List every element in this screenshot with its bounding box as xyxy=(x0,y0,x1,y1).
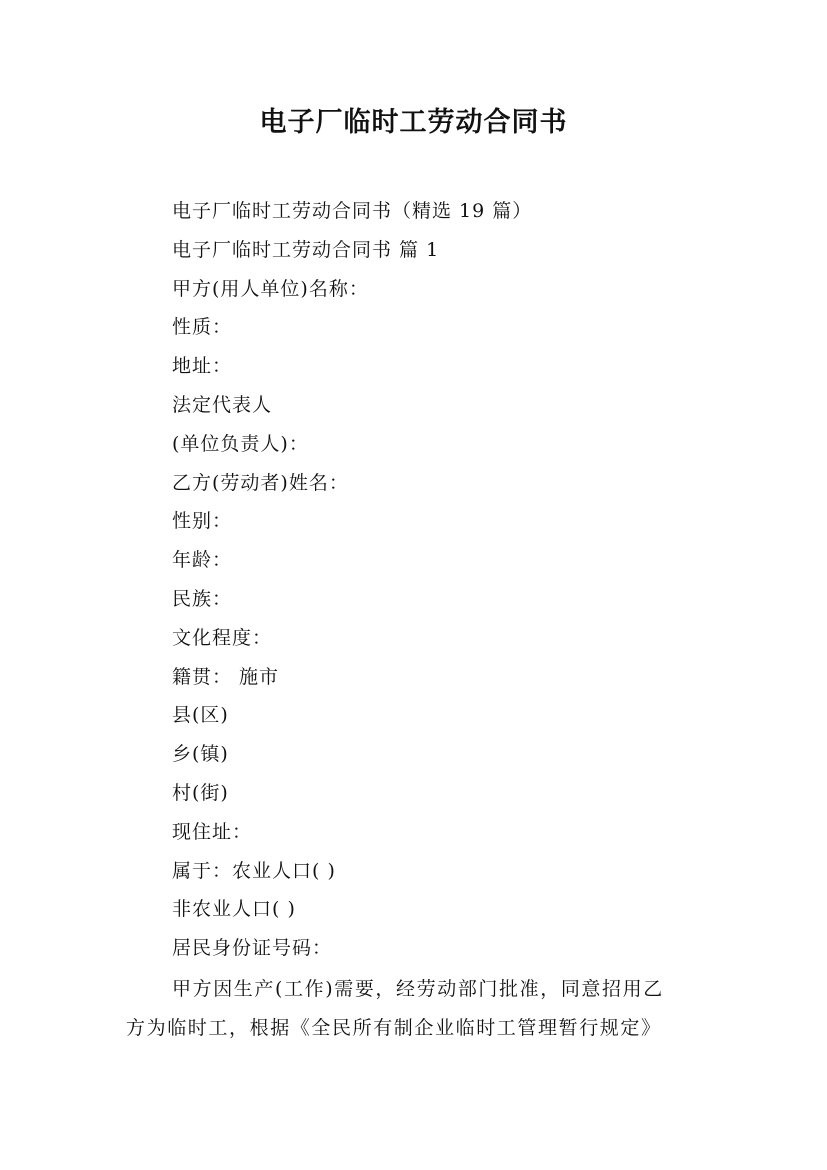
field-id-number: 居民身份证号码： xyxy=(172,937,333,960)
paragraph-line: 甲方因生产(工作)需要，经劳动部门批准，同意招用乙 xyxy=(172,978,664,1000)
field-current-address: 现住址： xyxy=(172,820,253,843)
paragraph-line: 方为临时工，根据《全民所有制企业临时工管理暂行规定》 xyxy=(126,1016,662,1039)
field-address: 地址： xyxy=(172,355,233,378)
field-age: 年龄： xyxy=(172,549,233,572)
field-party-b-name: 乙方(劳动者)姓名： xyxy=(172,471,349,494)
field-education: 文化程度： xyxy=(172,626,273,649)
body-paragraph xyxy=(126,970,726,1048)
field-legal-representative: 法定代表人 xyxy=(172,393,273,416)
subtitle-line: 电子厂临时工劳动合同书（精选 19 篇） xyxy=(172,200,533,222)
field-ethnicity: 民族： xyxy=(172,587,233,610)
field-gender: 性别： xyxy=(172,510,233,533)
field-non-agricultural-population: 非农业人口( ) xyxy=(172,898,296,921)
section-heading: 电子厂临时工劳动合同书 篇 1 xyxy=(172,238,440,261)
field-township: 乡(镇) xyxy=(172,743,229,766)
field-county: 县(区) xyxy=(172,704,229,727)
document-body xyxy=(172,192,732,968)
field-party-a-name: 甲方(用人单位)名称： xyxy=(172,277,369,300)
field-village: 村(街) xyxy=(172,781,229,804)
field-native-place: 籍贯： 施市 xyxy=(172,665,280,688)
document-title: 电子厂临时工劳动合同书 xyxy=(259,107,568,138)
field-agricultural-population: 属于：农业人口( ) xyxy=(172,859,336,882)
field-unit-principal: (单位负责人)： xyxy=(172,432,309,455)
field-nature: 性质： xyxy=(172,316,233,339)
